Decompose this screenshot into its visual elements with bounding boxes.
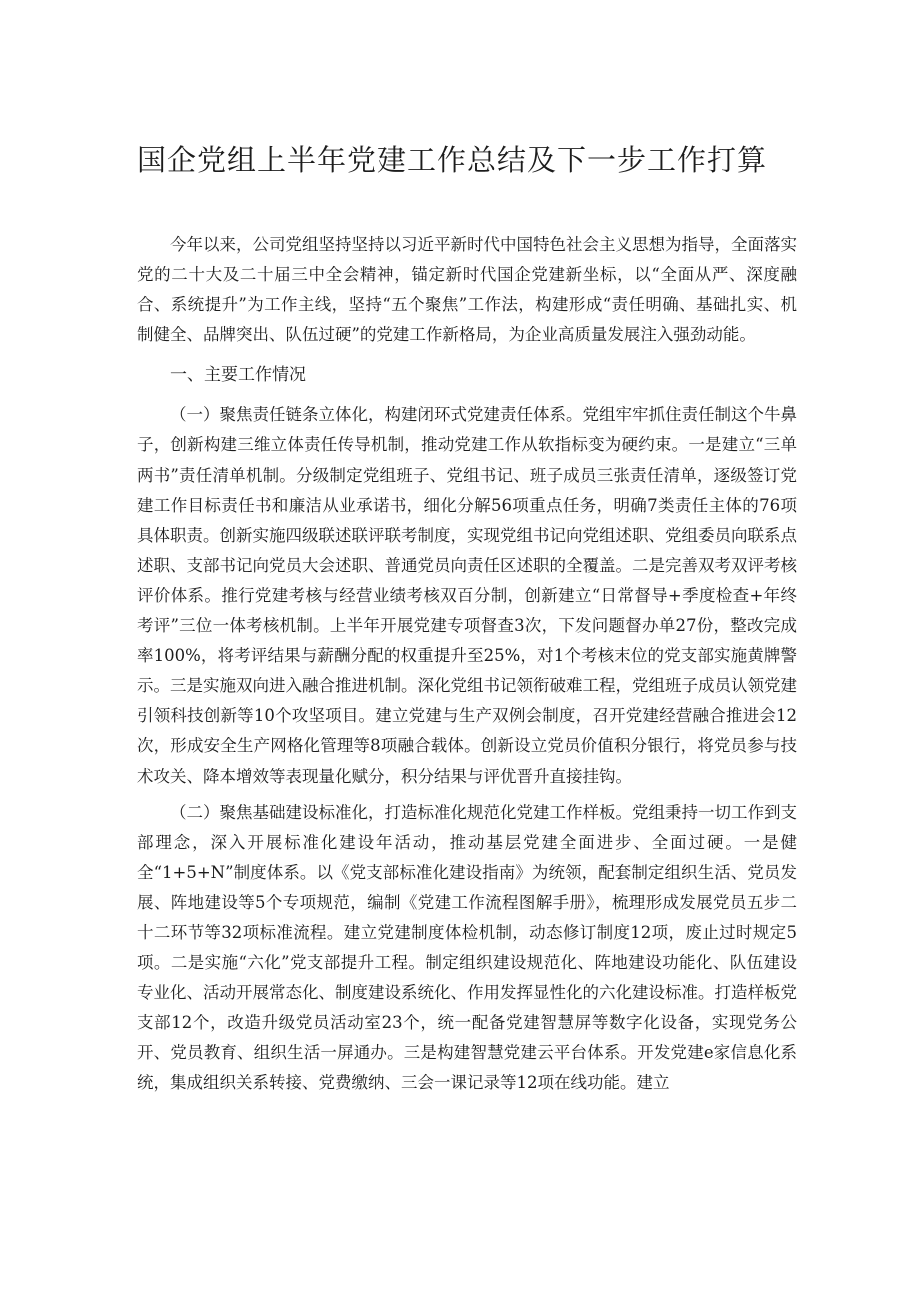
paragraph-standardization: （二）聚焦基础建设标准化，打造标准化规范化党建工作样板。党组秉持一切工作到支部理念，深入开展标准化建设年活动，推动基层党建全面进步、全面过硬。一是健全“1+5+N”制度体系。以《党支部标准化建设指南》为统领，配套制定组织生活、党员发展、阵地建设等5个专项规范，编制《党建工作流程图解手册》，梳理形成发展党员五步二十二环节等32项标准流程。建立党建制度体检机制，动态修订制度12项，废止过时规定5项。二是实施“六化”党支部提升工程。制定组织建设规范化、阵地建设功能化、队伍建设专业化、活动开展常态化、制度建设系统化、作用发挥显性化的六化建设标准。打造样板党支部12个，改造升级党员活动室23个，统一配备党建智慧屏等数字化设备，实现党务公开、党员教育、组织生活一屏通办。三是构建智慧党建云平台体系。开发党建e家信息化系统，集成组织关系转接、党费缴纳、三会一课记录等12项在线功能。建立 [137, 802, 797, 1093]
paragraph-responsibility: （一）聚焦责任链条立体化，构建闭环式党建责任体系。党组牢牢抓住责任制这个牛鼻子，创新构建三维立体责任传导机制，推动党建工作从软指标变为硬约束。一是建立“三单两书”责任清单机制。分级制定党组班子、党组书记、班子成员三张责任清单，逐级签订党建工作目标责任书和廉洁从业承诺书，细化分解56项重点任务，明确7类责任主体的76项具体职责。创新实施四级联述联评联考制度，实现党组书记向党组述职、党组委员向联系点述职、支部书记向党员大会述职、普通党员向责任区述职的全覆盖。二是完善双考双评考核评价体系。推行党建考核与经营业绩考核双百分制，创新建立“日常督导+季度检查+年终考评”三位一体考核机制。上半年开展党建专项督查3次，下发问题督办单27份，整改完成率100%，将考评结果与薪酬分配的权重提升至25%，对1个考核末位的党支部实施黄牌警示。三是实施双向进入融合推进机制。深化党组书记领衔破难工程，党组班子成员认领党建引领科技创新等10个攻坚项目。建立党建与生产双例会制度，召开党建经营融合推进会12次，形成安全生产网格化管理等8项融合载体。创新设立党员价值积分银行，将党员参与技术攻关、降本增效等表现量化赋分，积分结果与评优晋升直接挂钩。 [137, 405, 797, 786]
intro-paragraph: 今年以来，公司党组坚持坚持以习近平新时代中国特色社会主义思想为指导，全面落实党的二十大及二十届三中全会精神，锚定新时代国企党建新坐标，以“全面从严、深度融合、系统提升”为工作主线，坚持“五个聚焦”工作法，构建形成“责任明确、基础扎实、机制健全、品牌突出、队伍过硬”的党建工作新格局，为企业高质量发展注入强劲动能。 [137, 235, 797, 345]
document-title: 国企党组上半年党建工作总结及下一步工作打算 [137, 143, 768, 177]
section-heading: 一、主要工作情况 [170, 365, 306, 386]
document-body [137, 230, 797, 1099]
